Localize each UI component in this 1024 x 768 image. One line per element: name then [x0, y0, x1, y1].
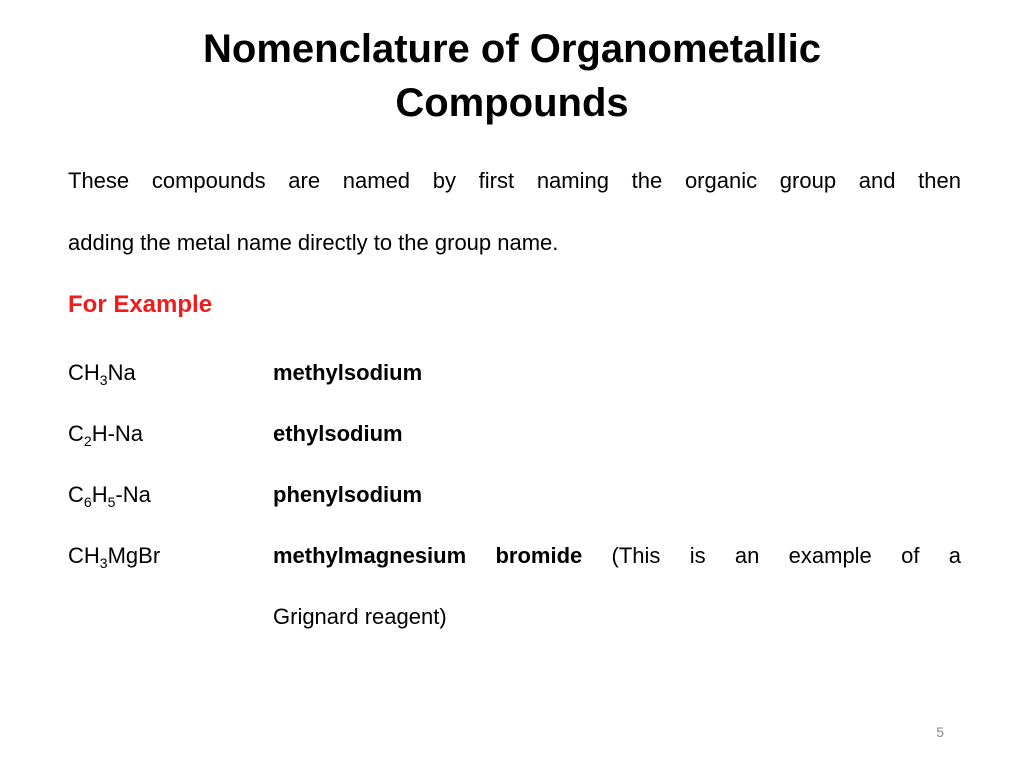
compound-name-part: methylmagnesium [273, 543, 467, 568]
formula-text: CH [68, 360, 100, 385]
formula-ch3na [68, 359, 136, 387]
intro-word: naming [536, 168, 609, 193]
formula-c6h5-na [68, 481, 151, 509]
compound-name-ethylsodium: ethylsodium [273, 421, 403, 446]
compound-name-part: bromide [495, 543, 583, 568]
formula-text: H [91, 482, 108, 507]
compound-name-phenylsodium: phenylsodium [273, 482, 423, 507]
slide-title [0, 22, 1024, 130]
formula-text: CH [68, 543, 100, 568]
intro-word: named [342, 168, 411, 193]
note-word: example [788, 543, 872, 568]
intro-line-2: adding the metal name directly to the group name. [68, 230, 559, 255]
formula-subscript: 3 [99, 372, 108, 388]
formula-ch3mgbr [68, 542, 160, 570]
intro-word: by [432, 168, 456, 193]
formula-text: C [68, 421, 84, 446]
note-word: a [948, 543, 961, 568]
grignard-note-continuation: Grignard reagent) [273, 604, 447, 629]
formula-subscript: 5 [107, 494, 116, 510]
intro-word: These [68, 168, 130, 193]
formula-text: Na [107, 360, 136, 385]
compound-name-methylmagnesium-bromide [273, 542, 961, 570]
note-word: an [734, 543, 760, 568]
formula-subscript: 2 [83, 433, 92, 449]
note-word: of [901, 543, 920, 568]
example-heading: For Example [68, 291, 213, 318]
intro-word: and [858, 168, 896, 193]
note-word: (This [611, 543, 661, 568]
slide-title-line-1: Nomenclature of Organometallic [203, 27, 821, 71]
formula-c2h-na [68, 420, 143, 448]
intro-word: group [779, 168, 837, 193]
slide-title-line-2: Compounds [395, 81, 629, 125]
intro-word: first [478, 168, 515, 193]
page-number: 5 [936, 724, 944, 740]
intro-line-1 [68, 150, 961, 212]
formula-text: C [68, 482, 84, 507]
formula-subscript: 6 [83, 494, 92, 510]
intro-word: then [918, 168, 961, 193]
intro-word: are [288, 168, 321, 193]
compound-name-methylsodium: methylsodium [273, 360, 423, 385]
intro-word: organic [684, 168, 758, 193]
formula-text: -Na [115, 482, 151, 507]
intro-word: compounds [151, 168, 266, 193]
intro-word: the [631, 168, 663, 193]
note-word: is [689, 543, 706, 568]
intro-paragraph [68, 150, 961, 274]
formula-text: H-Na [91, 421, 144, 446]
formula-subscript: 3 [99, 555, 108, 571]
formula-text: MgBr [107, 543, 161, 568]
